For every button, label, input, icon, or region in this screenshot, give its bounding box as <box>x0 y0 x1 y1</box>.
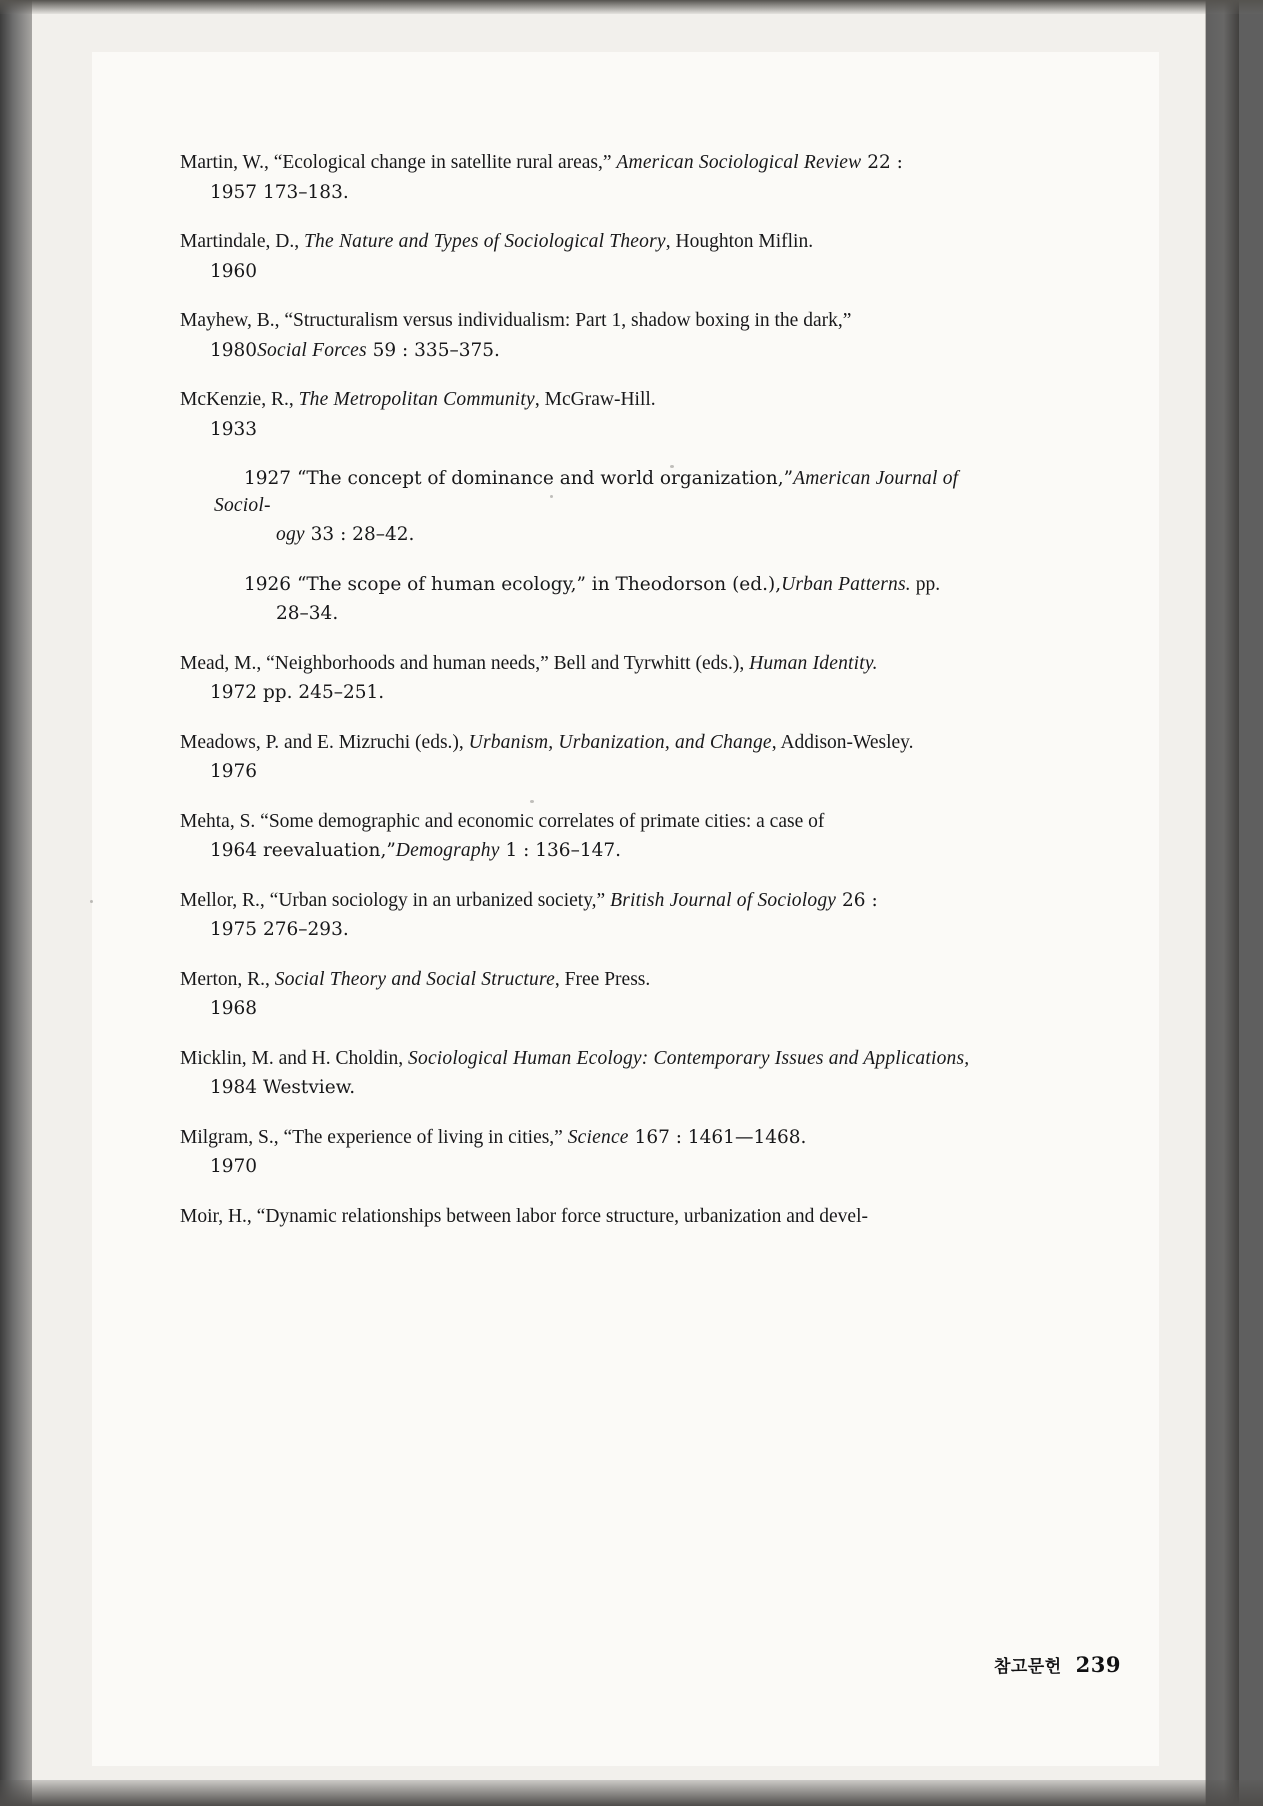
entry-publisher: , Addison-Wesley. <box>771 731 914 753</box>
entry-text: Mayhew, B., “Structuralism versus individualism: Part 1, shadow boxing in the dark,” <box>180 310 852 332</box>
entry-line-2 <box>180 259 1010 286</box>
entry-year: 1976 <box>210 761 258 783</box>
scan-left-edge <box>0 0 32 1806</box>
bibliography-entry <box>180 888 1010 944</box>
entry-line-2 <box>180 680 1010 707</box>
scan-bottom-edge <box>0 1780 1263 1806</box>
bibliography-entry <box>180 1046 1010 1102</box>
entry-text: Martindale, D., <box>180 231 305 253</box>
entry-text: Mead, M., “Neighborhoods and human needs,” Bell and Tyrwhitt (eds.), <box>180 652 750 674</box>
bibliography-entry <box>180 967 1010 1023</box>
scan-top-edge <box>0 0 1263 14</box>
entry-year-pages: 1975 276–293. <box>210 919 349 941</box>
entry-line-2 <box>180 417 1010 444</box>
bibliography-entry <box>180 730 1010 786</box>
entry-volume-pages: 1 : 136–147. <box>499 840 622 862</box>
entry-line-2 <box>180 996 1010 1023</box>
bibliography-entry <box>180 387 1010 443</box>
entry-volume: 22 : <box>861 152 903 173</box>
entry-title-italic: American Sociological Review <box>616 152 862 173</box>
entry-line-1 <box>180 730 1010 757</box>
bibliography-entry <box>214 466 1010 549</box>
entry-line-2 <box>214 522 1010 549</box>
bibliography-entry <box>180 308 1010 364</box>
entry-publisher: , Free Press. <box>554 968 651 990</box>
entry-line-1 <box>180 229 1010 256</box>
entry-text: Micklin, M. and H. Choldin, <box>180 1047 409 1069</box>
entry-line-2 <box>180 1154 1010 1181</box>
entry-year: 1933 <box>210 418 258 440</box>
entry-line-1 <box>214 572 1010 599</box>
entry-title-italic: Urban Patterns. <box>781 573 911 595</box>
scan-speck <box>550 495 553 498</box>
entry-journal-italic: Science <box>567 1126 629 1148</box>
entry-volume-pages: 33 : 28–42. <box>304 524 415 546</box>
entry-line-2 <box>180 917 1010 944</box>
bibliography-entry <box>180 229 1010 285</box>
footer-section-label: 참고문헌 <box>993 1657 1062 1677</box>
entry-year-pages: 1957 173–183. <box>210 181 349 203</box>
entry-pages-label: pp. <box>910 573 941 595</box>
entry-line-1 <box>180 967 1010 994</box>
entry-line-1 <box>180 387 1010 414</box>
entry-text: Moir, H., “Dynamic relationships between labor force structure, urbanization and devel- <box>180 1205 868 1227</box>
entry-title-italic: Social Theory and Social Structure <box>274 968 555 990</box>
entry-year: 1968 <box>210 998 258 1020</box>
entry-volume-pages: 167 : 1461—1468. <box>628 1126 807 1148</box>
entry-journal-italic: British Journal of Sociology <box>610 889 837 911</box>
bibliography-entry <box>180 651 1010 707</box>
page-paper <box>30 0 1205 1806</box>
entry-year: 1970 <box>210 1156 258 1178</box>
entry-text: Martin, W., “Ecological change in satellite rural areas,” <box>180 152 617 173</box>
entry-title-italic: The Metropolitan Community <box>298 389 535 411</box>
entry-journal-italic: American Journal of Sociol- <box>214 468 959 516</box>
entry-pages: 28–34. <box>276 603 339 625</box>
entry-line-1 <box>180 1046 1010 1073</box>
entry-year: 1980 <box>210 339 258 361</box>
entry-year: 1960 <box>210 260 258 282</box>
bibliography-entry <box>214 572 1010 628</box>
entry-year-text: 1964 reevaluation,” <box>210 840 396 862</box>
entry-line-1 <box>180 150 1010 177</box>
entry-text: McKenzie, R., <box>180 389 299 411</box>
entry-text: Mellor, R., “Urban sociology in an urbanized society,” <box>180 889 611 911</box>
entry-line-1 <box>180 1204 1010 1231</box>
page-number: 239 <box>1075 1652 1121 1677</box>
entry-title-italic: Sociological Human Ecology: Contemporary Issues and Applications, <box>408 1047 970 1069</box>
entry-line-2 <box>180 338 1010 365</box>
scan-speck <box>90 900 93 903</box>
entry-volume-pages: 59 : 335–375. <box>366 339 500 361</box>
entry-line-1 <box>180 888 1010 915</box>
entry-text: Milgram, S., “The experience of living in cities,” <box>180 1126 568 1148</box>
entry-title-italic: The Nature and Types of Sociological Theory <box>304 231 666 253</box>
entry-text: Mehta, S. “Some demographic and economic correlates of primate cities: a case of <box>180 810 825 832</box>
scan-right-edge-shadow <box>1205 0 1239 1806</box>
entry-line-2 <box>180 1075 1010 1102</box>
entry-year-text: 1926 “The scope of human ecology,” in Theodorson (ed.), <box>244 573 782 595</box>
entry-year-publisher: 1984 Westview. <box>210 1077 356 1099</box>
bibliography-entry <box>180 1204 1010 1231</box>
entry-year-text: 1927 “The concept of dominance and world organization,” <box>244 468 794 490</box>
scan-speck <box>670 465 674 468</box>
entry-line-1 <box>180 809 1010 836</box>
entry-line-2 <box>214 601 1010 628</box>
entry-line-1 <box>180 651 1010 678</box>
entry-line-2 <box>180 180 1010 207</box>
bibliography-entry <box>180 1125 1010 1181</box>
entry-title-italic: Urbanism, Urbanization, and Change <box>468 731 772 753</box>
entry-publisher: , Houghton Miflin. <box>665 231 814 253</box>
page-footer <box>994 1652 1121 1678</box>
bibliography-entry <box>180 809 1010 865</box>
entry-text: Meadows, P. and E. Mizruchi (eds.), <box>180 731 469 753</box>
entry-journal-italic: Demography <box>395 840 500 862</box>
entry-volume: 26 : <box>836 889 878 911</box>
entry-year-pages: 1972 pp. 245–251. <box>210 682 385 704</box>
entry-line-1 <box>180 1125 1010 1152</box>
entry-text: Merton, R., <box>180 968 275 990</box>
entry-line-1 <box>214 466 1010 519</box>
bibliography-list <box>180 150 1010 1253</box>
entry-title-italic: Human Identity. <box>749 652 878 674</box>
entry-journal-italic-cont: ogy <box>276 524 305 546</box>
entry-journal-italic: Social Forces <box>257 339 367 361</box>
bibliography-entry <box>180 150 1010 206</box>
entry-line-1 <box>180 308 1010 335</box>
entry-line-2 <box>180 838 1010 865</box>
entry-line-2 <box>180 759 1010 786</box>
entry-publisher: , McGraw-Hill. <box>534 389 656 411</box>
scan-speck <box>530 800 534 803</box>
